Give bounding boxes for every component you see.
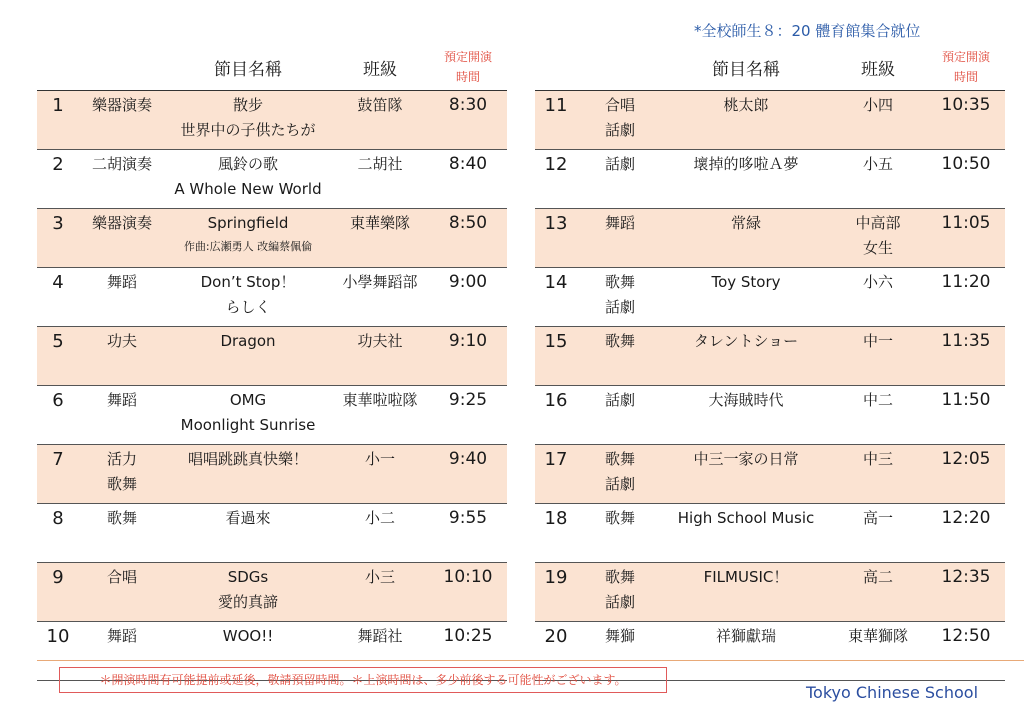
program-title <box>663 91 829 150</box>
class-name: 鼓笛隊 <box>331 91 429 150</box>
program-line: Springfield <box>207 214 289 232</box>
program-title <box>663 327 829 386</box>
program-line: 中三一家の日常 <box>693 450 799 468</box>
table-row <box>535 150 1005 209</box>
program-line: High School Music <box>677 509 815 527</box>
header-time-line2: 時間 <box>455 70 480 84</box>
program-line: Don’t Stop！ <box>200 273 296 291</box>
table-row <box>535 504 1005 563</box>
program-line: Toy Story <box>711 273 781 291</box>
program-title <box>663 504 829 563</box>
program-line: 作曲:広瀬勇人 改編蔡佩倫 <box>183 240 313 253</box>
program-title <box>663 209 829 268</box>
header-time-line2: 時間 <box>953 70 978 84</box>
class-name: 小五 <box>829 150 927 209</box>
start-time: 10:25 <box>429 622 507 681</box>
assembly-note: *全校師生８：20 體育館集合就位 <box>694 22 921 40</box>
table-row <box>535 445 1005 504</box>
start-time: 9:40 <box>429 445 507 504</box>
program-line: 壞掉的哆啦Ａ夢 <box>693 155 799 173</box>
item-number: 6 <box>37 386 79 445</box>
item-number: 18 <box>535 504 577 563</box>
header-time-line1: 預定開演 <box>443 50 492 64</box>
table-row <box>37 268 507 327</box>
class-name: 小六 <box>829 268 927 327</box>
program-line: FILMUSIC！ <box>703 568 789 586</box>
table-row <box>37 327 507 386</box>
class-name: 舞蹈社 <box>331 622 429 681</box>
program-line: Moonlight Sunrise <box>180 416 316 434</box>
program-title <box>663 622 829 681</box>
performance-type: 歌舞 <box>577 504 663 563</box>
program-line: WOO!! <box>222 627 274 645</box>
program-title <box>165 91 331 150</box>
program-line: A Whole New World <box>174 180 322 198</box>
program-line: 世界中の子供たちが <box>180 121 316 139</box>
header-class: 班級 <box>829 44 927 91</box>
table-row <box>37 386 507 445</box>
header-class: 班級 <box>331 44 429 91</box>
item-number: 10 <box>37 622 79 681</box>
program-title <box>663 268 829 327</box>
performance-type: 樂器演奏 <box>79 91 165 150</box>
schedule-table-right <box>535 44 1005 681</box>
program-title <box>165 209 331 268</box>
class-name: 中二 <box>829 386 927 445</box>
table-row <box>37 445 507 504</box>
item-number: 14 <box>535 268 577 327</box>
item-number: 12 <box>535 150 577 209</box>
performance-type: 活力 歌舞 <box>79 445 165 504</box>
school-name: Tokyo Chinese School <box>806 683 979 702</box>
performance-type: 舞蹈 <box>79 268 165 327</box>
performance-type: 合唱 話劇 <box>577 91 663 150</box>
performance-type: 歌舞 <box>577 327 663 386</box>
table-row <box>37 150 507 209</box>
item-number: 15 <box>535 327 577 386</box>
start-time: 11:50 <box>927 386 1005 445</box>
start-time: 12:20 <box>927 504 1005 563</box>
program-title <box>165 327 331 386</box>
header-number <box>37 44 79 91</box>
program-title <box>165 268 331 327</box>
item-number: 7 <box>37 445 79 504</box>
start-time: 12:50 <box>927 622 1005 681</box>
start-time: 8:50 <box>429 209 507 268</box>
header-type <box>577 44 663 91</box>
item-number: 3 <box>37 209 79 268</box>
class-name: 小四 <box>829 91 927 150</box>
table-header-row <box>535 44 1005 91</box>
start-time: 12:05 <box>927 445 1005 504</box>
class-name: 高二 <box>829 563 927 622</box>
program-title <box>165 563 331 622</box>
performance-type: 舞獅 <box>577 622 663 681</box>
table-row <box>535 91 1005 150</box>
item-number: 5 <box>37 327 79 386</box>
item-number: 19 <box>535 563 577 622</box>
schedule-body-left <box>37 91 507 681</box>
start-time: 9:55 <box>429 504 507 563</box>
schedule-body-right <box>535 91 1005 681</box>
start-time: 9:00 <box>429 268 507 327</box>
program-title <box>663 563 829 622</box>
footer-divider <box>37 660 1024 661</box>
header-time-line1: 預定開演 <box>941 50 990 64</box>
table-row <box>37 504 507 563</box>
program-line: 散步 <box>232 96 263 114</box>
start-time: 11:35 <box>927 327 1005 386</box>
start-time: 10:35 <box>927 91 1005 150</box>
class-name: 小三 <box>331 563 429 622</box>
program-line: 愛的真諦 <box>217 593 278 611</box>
class-name: 二胡社 <box>331 150 429 209</box>
header-program: 節目名稱 <box>663 44 829 91</box>
start-time: 8:30 <box>429 91 507 150</box>
program-line: 祥獅獻瑞 <box>715 627 776 645</box>
class-name: 東華啦啦隊 <box>331 386 429 445</box>
class-name: 小學舞蹈部 <box>331 268 429 327</box>
performance-type: 話劇 <box>577 386 663 445</box>
performance-type: 合唱 <box>79 563 165 622</box>
performance-type: 歌舞 <box>79 504 165 563</box>
item-number: 4 <box>37 268 79 327</box>
start-time: 10:50 <box>927 150 1005 209</box>
header-time <box>927 44 1005 91</box>
program-title <box>663 386 829 445</box>
footer-notice: ＊開演時間有可能提前或延後，敬請預留時間。＊上演時間は、多少前後する可能性がございます。 <box>59 667 667 693</box>
header-program: 節目名稱 <box>165 44 331 91</box>
item-number: 13 <box>535 209 577 268</box>
header-type <box>79 44 165 91</box>
item-number: 1 <box>37 91 79 150</box>
schedule-table-left <box>37 44 507 681</box>
program-title <box>165 150 331 209</box>
class-name: 高一 <box>829 504 927 563</box>
performance-type: 舞蹈 <box>79 386 165 445</box>
table-row <box>535 327 1005 386</box>
program-line: 唱唱跳跳真快樂！ <box>187 450 308 468</box>
table-row <box>37 91 507 150</box>
header-time <box>429 44 507 91</box>
program-title <box>663 445 829 504</box>
start-time: 12:35 <box>927 563 1005 622</box>
class-name: 中三 <box>829 445 927 504</box>
table-header-row <box>37 44 507 91</box>
performance-type: 歌舞 話劇 <box>577 445 663 504</box>
program-line: 風鈴の歌 <box>217 155 278 173</box>
table-row <box>37 563 507 622</box>
item-number: 2 <box>37 150 79 209</box>
item-number: 11 <box>535 91 577 150</box>
start-time: 11:20 <box>927 268 1005 327</box>
program-title <box>663 150 829 209</box>
header-number <box>535 44 577 91</box>
program-line: 桃太郎 <box>723 96 769 114</box>
program-title <box>165 445 331 504</box>
class-name: 小一 <box>331 445 429 504</box>
start-time: 9:25 <box>429 386 507 445</box>
item-number: 9 <box>37 563 79 622</box>
performance-type: 舞蹈 <box>79 622 165 681</box>
program-line: Dragon <box>220 332 276 350</box>
table-row <box>535 386 1005 445</box>
class-name: 東華獅隊 <box>829 622 927 681</box>
table-row <box>535 209 1005 268</box>
program-title <box>165 504 331 563</box>
performance-type: 樂器演奏 <box>79 209 165 268</box>
class-name: 功夫社 <box>331 327 429 386</box>
class-name: 中高部 女生 <box>829 209 927 268</box>
performance-type: 二胡演奏 <box>79 150 165 209</box>
program-line: SDGs <box>227 568 269 586</box>
class-name: 中一 <box>829 327 927 386</box>
start-time: 9:10 <box>429 327 507 386</box>
item-number: 17 <box>535 445 577 504</box>
program-title <box>165 386 331 445</box>
item-number: 20 <box>535 622 577 681</box>
program-line: らしく <box>225 298 271 316</box>
program-line: 看過來 <box>225 509 271 527</box>
start-time: 8:40 <box>429 150 507 209</box>
performance-type: 功夫 <box>79 327 165 386</box>
table-row <box>37 209 507 268</box>
start-time: 10:10 <box>429 563 507 622</box>
table-row <box>535 268 1005 327</box>
table-row <box>535 563 1005 622</box>
program-line: タレントショー <box>693 332 799 350</box>
program-line: 常緑 <box>730 214 761 232</box>
item-number: 16 <box>535 386 577 445</box>
performance-type: 歌舞 話劇 <box>577 563 663 622</box>
program-line: 大海賊時代 <box>708 391 784 409</box>
program-line: OMG <box>229 391 267 409</box>
class-name: 東華樂隊 <box>331 209 429 268</box>
start-time: 11:05 <box>927 209 1005 268</box>
performance-type: 舞蹈 <box>577 209 663 268</box>
class-name: 小二 <box>331 504 429 563</box>
performance-type: 話劇 <box>577 150 663 209</box>
item-number: 8 <box>37 504 79 563</box>
performance-type: 歌舞 話劇 <box>577 268 663 327</box>
